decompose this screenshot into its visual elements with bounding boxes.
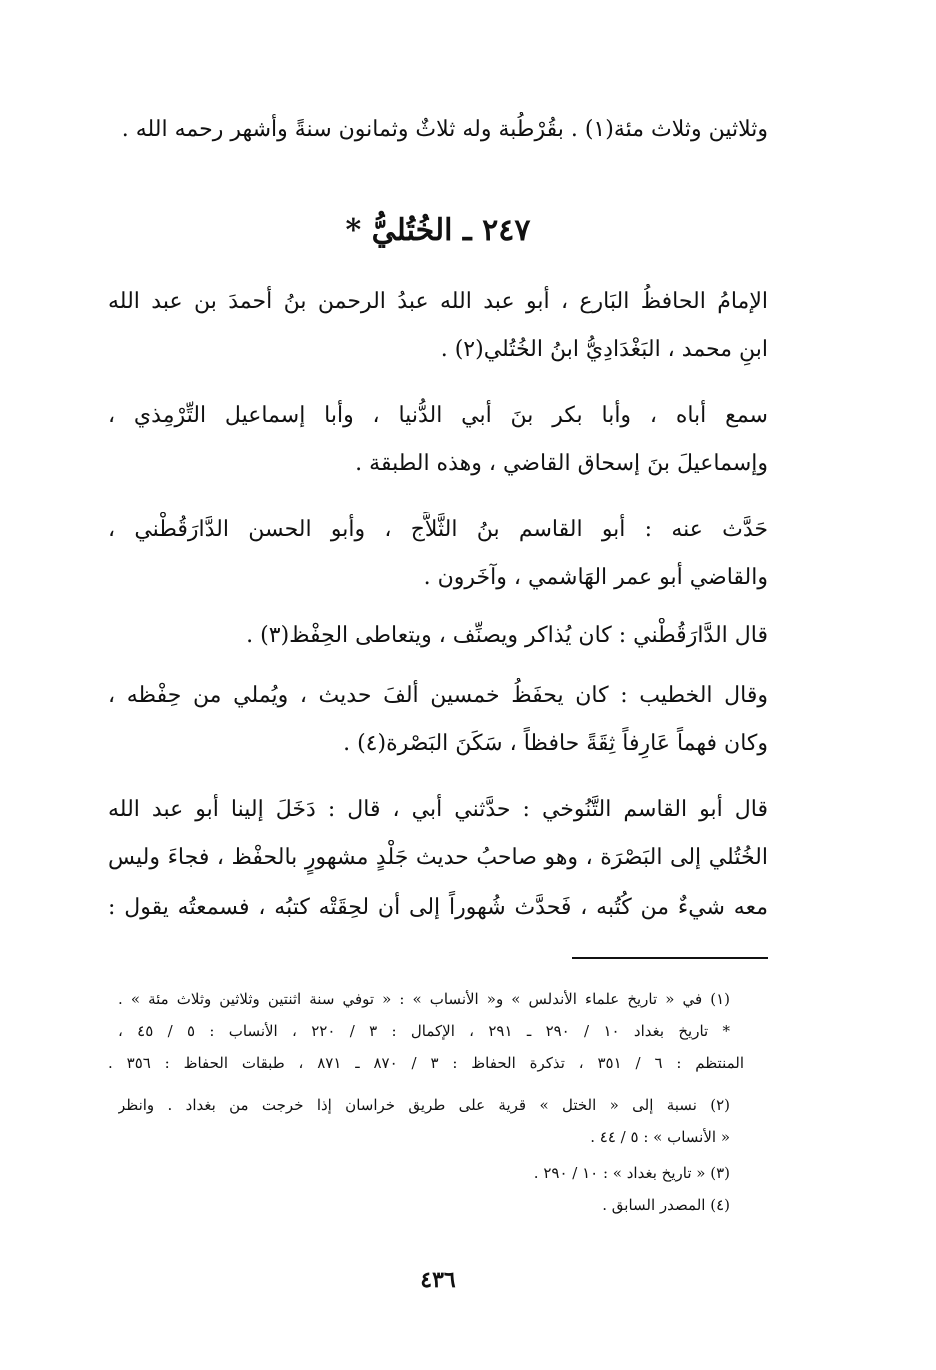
entry-heading: ٢٤٧ ـ الخُتُليُّ * <box>345 213 531 248</box>
footnote-line: (٢) نسبة إلى « الختل » قرية على طريق خراسان إذا خرجت من بغداد . وانظر <box>118 1096 730 1114</box>
paragraph-line: وكان فهماً عَارِفاً ثِقَةً حافظاً ، سَكَنَ البَصْرة(٤) . <box>343 731 768 756</box>
footnote-line: « الأنساب » : ٥ / ٤٤ . <box>590 1128 730 1146</box>
paragraph-line: قال أبو القاسم التَّنُوخي : حدَّثني أبي ، قال : دَخَلَ إلينا أبو عبد الله <box>108 797 768 822</box>
paragraph-line: الخُتُلي إلى البَصْرَة ، وهو صاحبُ حديث جَلْدٍ مشهورٍ بالحفْظ ، فجاءَ وليس <box>108 845 768 870</box>
footnote-separator <box>572 957 768 959</box>
footnote-line: * تاريخ بغداد ١٠ / ٢٩٠ ـ ٢٩١ ، الإكمال : ٣ / ٢٢٠ ، الأنساب : ٥ / ٤٥ ، <box>118 1022 730 1040</box>
footnote-line: (٣) « تاريخ بغداد » : ١٠ / ٢٩٠ . <box>533 1164 730 1182</box>
paragraph-line: سمع أباه ، وأبا بكر بنَ أبي الدُّنيا ، وأبا إسماعيل التِّرْمِذي ، <box>108 403 768 428</box>
continuation-line: وثلاثين وثلاث مئة(١) . بقُرْطُبة وله ثلاثٌ وثمانون سنةً وأشهر رحمه الله . <box>121 117 768 142</box>
footnote-line: المنتظم : ٦ / ٣٥١ ، تذكرة الحفاظ : ٣ / ٨٧٠ ـ ٨٧١ ، طبقات الحفاظ : ٣٥٦ . <box>108 1054 744 1072</box>
paragraph-line: وقال الخطيب : كان يحفَظُ خمسين ألفَ حديث ، ويُملي من حِفْظه ، <box>108 683 768 708</box>
footnote-line: (١) في « تاريخ علماء الأندلس » و« الأنساب » : « توفي سنة اثنتين وثلاثين وثلاث مئة » . <box>118 990 730 1008</box>
paragraph-line: قال الدَّارَقُطْني : كان يُذاكر ويصنِّف ، ويتعاطى الحِفْظ(٣) . <box>246 623 768 648</box>
paragraph-line: الإمامُ الحافظُ البَارع ، أبو عبد الله عبدُ الرحمن بنُ أحمدَ بن عبد الله <box>108 289 768 314</box>
page-number: ٤٣٦ <box>420 1267 456 1293</box>
paragraph-line: ابنِ محمد ، البَغْدَادِيُّ ابنُ الخُتُلي(٢) . <box>440 337 768 362</box>
paragraph-line: وإسماعيلَ بنَ إسحاق القاضي ، وهذه الطبقة . <box>355 451 768 476</box>
paragraph-line: والقاضي أبو عمر الهَاشمي ، وآخَرون . <box>423 565 768 590</box>
paragraph-line: حَدَّث عنه : أبو القاسم بنُ الثَّلاَّج ، وأبو الحسن الدَّارَقُطْني ، <box>108 517 768 542</box>
paragraph-line: معه شيءٌ من كُتُبه ، فَحدَّث شُهوراً إلى أن لحِقَتْه كتبُه ، فسمعتُه يقول : <box>108 895 768 920</box>
footnote-line: (٤) المصدر السابق . <box>602 1196 730 1214</box>
